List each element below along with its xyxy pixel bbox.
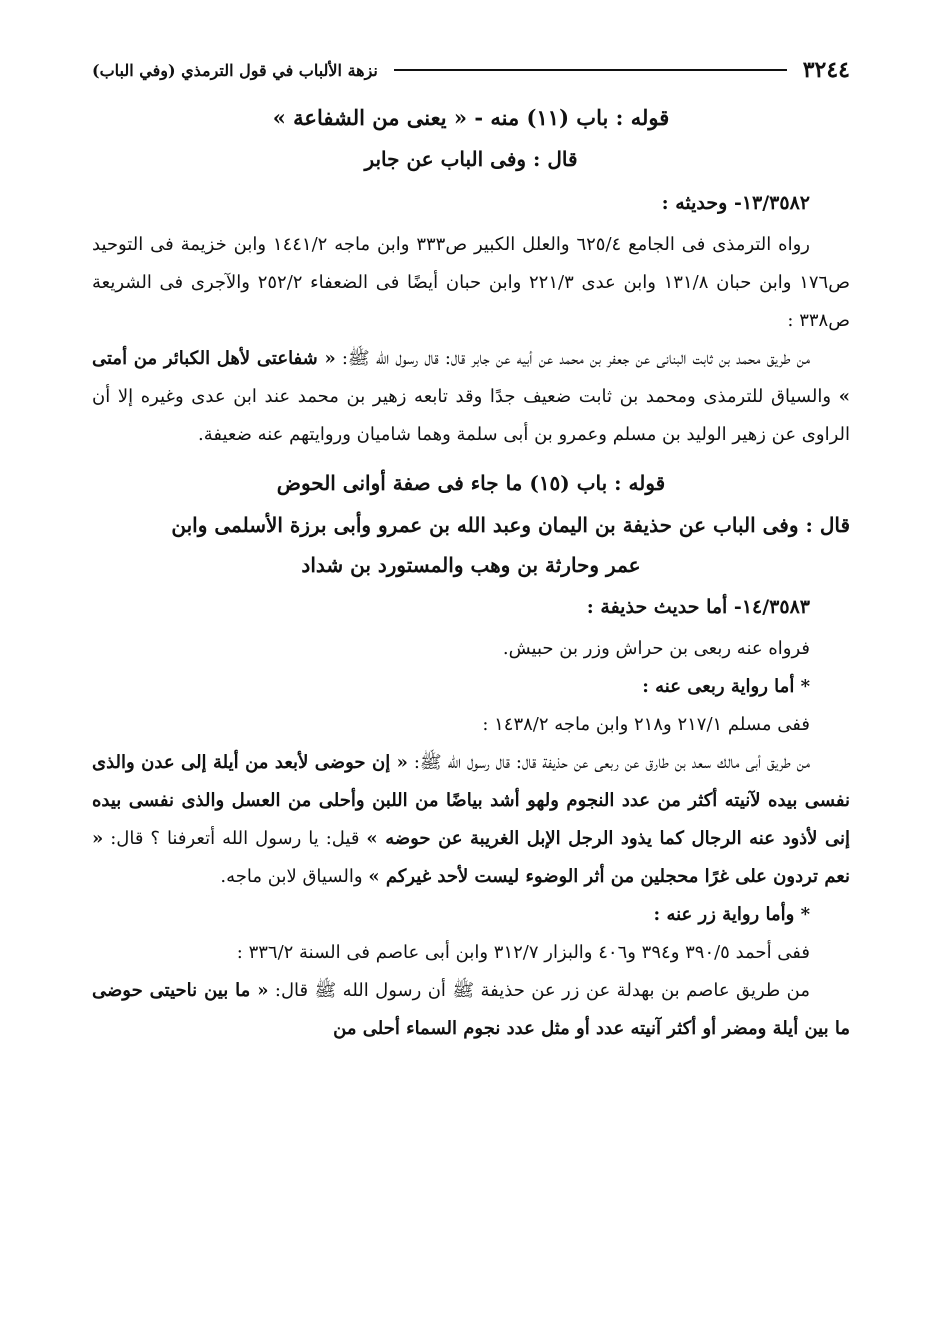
paragraph-text: من طريق محمد بن ثابت البنانى عن جعفر بن محمد عن أبيه عن جابر قال: قال رسول الله ﷺ:: [335, 348, 811, 369]
hadith-quote: « نعم تردون على غرًا محجلين من أثر الوضوء ليست لأحد غيركم »: [92, 828, 850, 887]
section-subheading-continued: عمر وحارثة بن وهب والمستورد بن شداد: [301, 553, 641, 577]
hadith-quote: « إن حوضى لأبعد من أيلة إلى عدن والذى نفسى بيده لآنيته أكثر من عدد النجوم ولهو أشد بياضًا من اللبن وأحلى من العسل والذى نفسى بيده إنى لأذود عنه الرجال كما يذود الرجل الإبل الغريبة عن حوضه »: [92, 752, 850, 849]
page-header: [92, 50, 850, 90]
header-rule: [394, 69, 787, 71]
narrators-paragraph: فرواه عنه ربعى بن حراش وزر بن حبيش.: [502, 638, 810, 659]
section-heading: قوله : باب (١٥) ما جاء فى صفة أوانى الحوض: [276, 471, 666, 495]
subsection-note: * وأما رواية زر عنه :: [653, 904, 810, 925]
chain-paragraph: [92, 972, 850, 1048]
paragraph-text: من طريق عاصم بن بهدلة عن زر عن حذيفة ﷺ أن رسول الله ﷺ قال:: [268, 980, 810, 1001]
running-title: نزهة الألباب في قول الترمذي (وفي الباب): [92, 60, 378, 80]
hadith-quote: « شفاعتى لأهل الكبائر من أمتى »: [92, 348, 850, 407]
subsection-note: * أما رواية ربعى عنه :: [642, 676, 810, 697]
spacer: [92, 454, 850, 462]
source-paragraph: ففى مسلم ٢١٧/١ و٢١٨ وابن ماجه ١٤٣٨/٢ :: [482, 714, 810, 735]
hadith-quote: « ما بين ناحيتى حوضى ما بين أيلة ومضر أو أكثر آنيته عدد أو مثل عدد نجوم السماء أحلى من: [92, 980, 850, 1039]
paragraph-text: والسياق للترمذى ومحمد بن ثابت ضعيف جدًا وقد تابعه زهير بن محمد عند ابن عدى وغيره إلا أن الراوى عن زهير الوليد بن مسلم وعمرو بن أبى سلمة وهما شاميان وروايتهم عنه ضعيفة.: [92, 386, 850, 445]
source-paragraph: رواه الترمذى فى الجامع ٦٢٥/٤ والعلل الكبير ص٣٣٣ وابن ماجه ١٤٤١/٢ وابن خزيمة فى التوحيد ص١٧٦ وابن حبان ١٣١/٨ وابن عدى ٢٢١/٣ وابن حبان أيضًا فى الضعفاء ٢٥٢/٢ والآجرى فى الشريعة ص٣٣٨ :: [92, 234, 850, 331]
section-subheading: قال : وفى الباب عن جابر: [364, 147, 578, 171]
source-paragraph: ففى أحمد ٣٩٠/٥ و٣٩٤ و٤٠٦ والبزار ٣١٢/٧ وابن أبى عاصم فى السنة ٣٣٦/٢ :: [236, 942, 810, 963]
hadith-reference: ١٣/٣٥٨٢- وحديثه :: [661, 192, 810, 214]
paragraph-text: قيل: يا رسول الله أتعرفنا ؟ قال:: [103, 828, 367, 849]
chain-paragraph: [92, 744, 850, 896]
paragraph-text: والسياق لابن ماجه.: [220, 866, 369, 887]
paragraph-text: من طريق أبى مالك سعد بن طارق عن ربعى عن حذيفة قال: قال رسول الله ﷺ:: [407, 752, 810, 773]
page-number: ٣٢٤٤: [802, 57, 850, 83]
section-heading: قوله : باب (١١) منه - « يعنى من الشفاعة »: [272, 105, 670, 130]
section-subheading: قال : وفى الباب عن حذيفة بن اليمان وعبد الله بن عمرو وأبى برزة الأسلمى وابن: [171, 513, 850, 537]
chain-paragraph: [92, 340, 850, 454]
spacer: [92, 90, 850, 98]
hadith-reference: ١٤/٣٥٨٣- أما حديث حذيفة :: [586, 596, 810, 618]
